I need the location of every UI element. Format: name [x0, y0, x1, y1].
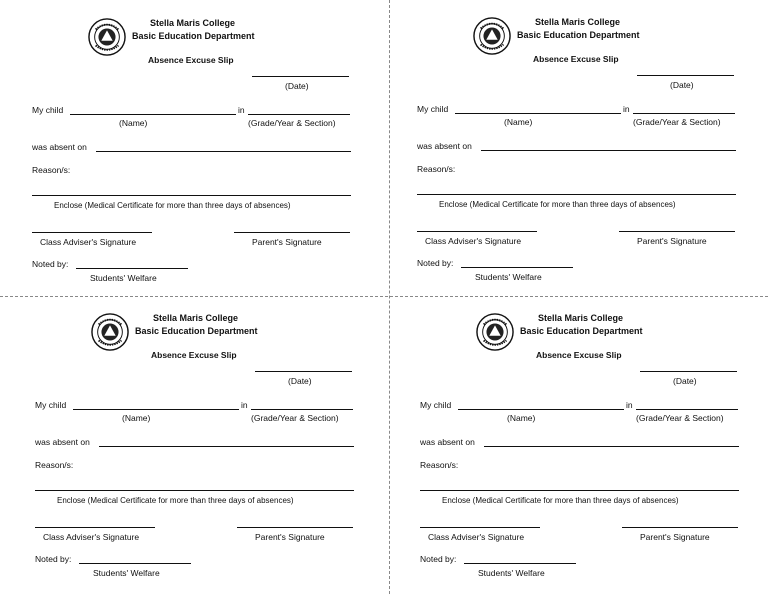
college-seal-icon [476, 313, 514, 351]
parent-signature-label: Parent's Signature [637, 236, 707, 246]
college-seal-icon [88, 18, 126, 56]
absent-on-label: was absent on [35, 437, 90, 447]
department-name: Basic Education Department [517, 30, 640, 40]
parent-signature-label: Parent's Signature [255, 532, 325, 542]
absent-on-label: was absent on [417, 141, 472, 151]
grade-line [248, 114, 350, 115]
slip-title: Absence Excuse Slip [536, 350, 622, 360]
slip-title: Absence Excuse Slip [148, 55, 234, 65]
absent-on-label: was absent on [420, 437, 475, 447]
noted-by-line [464, 563, 576, 564]
noted-by-label: Noted by: [420, 554, 457, 564]
grade-label: (Grade/Year & Section) [636, 413, 724, 423]
date-label: (Date) [285, 81, 309, 91]
students-welfare-label: Students' Welfare [475, 272, 542, 282]
noted-by-label: Noted by: [35, 554, 72, 564]
adviser-signature-label: Class Adviser's Signature [40, 237, 137, 247]
slip-bottom-left [35, 301, 365, 591]
reason-label: Reason/s: [417, 164, 456, 174]
date-line [255, 371, 352, 372]
parent-signature-line [619, 231, 735, 232]
reason-label: Reason/s: [420, 460, 459, 470]
noted-by-label: Noted by: [417, 258, 454, 268]
noted-by-line [76, 268, 188, 269]
school-name: Stella Maris College [150, 18, 236, 28]
slip-title: Absence Excuse Slip [151, 350, 237, 360]
name-line [458, 409, 624, 410]
grade-line [633, 113, 735, 114]
in-label: in [626, 400, 633, 410]
horizontal-cut-line [0, 296, 768, 297]
slip-title: Absence Excuse Slip [533, 54, 619, 64]
slip-top-left [32, 6, 362, 296]
grade-label: (Grade/Year & Section) [248, 118, 336, 128]
reason-label: Reason/s: [32, 165, 71, 175]
parent-signature-line [234, 232, 350, 233]
adviser-signature-label: Class Adviser's Signature [428, 532, 525, 542]
date-line [252, 76, 349, 77]
grade-label: (Grade/Year & Section) [251, 413, 339, 423]
name-line [70, 114, 236, 115]
date-label: (Date) [288, 376, 312, 386]
college-seal-icon [91, 313, 129, 351]
college-seal-icon [473, 17, 511, 55]
vertical-cut-line [389, 0, 390, 594]
my-child-label: My child [32, 105, 64, 115]
name-label: (Name) [507, 413, 536, 423]
students-welfare-label: Students' Welfare [478, 568, 545, 578]
name-line [455, 113, 621, 114]
in-label: in [623, 104, 630, 114]
name-line [73, 409, 239, 410]
noted-by-label: Noted by: [32, 259, 69, 269]
parent-signature-label: Parent's Signature [640, 532, 710, 542]
reason-line [35, 490, 354, 491]
absent-date-line [481, 150, 736, 151]
department-name: Basic Education Department [520, 326, 643, 336]
adviser-signature-line [417, 231, 537, 232]
enclose-note: Enclose (Medical Certificate for more than three days of absences) [442, 496, 679, 505]
grade-line [636, 409, 738, 410]
school-name: Stella Maris College [538, 313, 624, 323]
school-name: Stella Maris College [153, 313, 239, 323]
reason-line [420, 490, 739, 491]
noted-by-line [461, 267, 573, 268]
my-child-label: My child [420, 400, 452, 410]
enclose-note: Enclose (Medical Certificate for more than three days of absences) [439, 200, 676, 209]
my-child-label: My child [35, 400, 67, 410]
grade-label: (Grade/Year & Section) [633, 117, 721, 127]
date-line [640, 371, 737, 372]
students-welfare-label: Students' Welfare [90, 273, 157, 283]
department-name: Basic Education Department [135, 326, 258, 336]
department-name: Basic Education Department [132, 31, 255, 41]
adviser-signature-label: Class Adviser's Signature [43, 532, 140, 542]
date-line [637, 75, 734, 76]
school-name: Stella Maris College [535, 17, 621, 27]
absent-date-line [484, 446, 739, 447]
name-label: (Name) [504, 117, 533, 127]
absent-date-line [96, 151, 351, 152]
adviser-signature-line [420, 527, 540, 528]
adviser-signature-line [32, 232, 152, 233]
students-welfare-label: Students' Welfare [93, 568, 160, 578]
reason-line [417, 194, 736, 195]
in-label: in [238, 105, 245, 115]
reason-label: Reason/s: [35, 460, 74, 470]
in-label: in [241, 400, 248, 410]
name-label: (Name) [119, 118, 148, 128]
slip-top-right [417, 5, 747, 295]
absent-date-line [99, 446, 354, 447]
parent-signature-line [237, 527, 353, 528]
grade-line [251, 409, 353, 410]
adviser-signature-label: Class Adviser's Signature [425, 236, 522, 246]
date-label: (Date) [670, 80, 694, 90]
my-child-label: My child [417, 104, 449, 114]
date-label: (Date) [673, 376, 697, 386]
absent-on-label: was absent on [32, 142, 87, 152]
parent-signature-line [622, 527, 738, 528]
parent-signature-label: Parent's Signature [252, 237, 322, 247]
enclose-note: Enclose (Medical Certificate for more than three days of absences) [57, 496, 294, 505]
noted-by-line [79, 563, 191, 564]
reason-line [32, 195, 351, 196]
name-label: (Name) [122, 413, 151, 423]
slip-bottom-right [420, 301, 750, 591]
enclose-note: Enclose (Medical Certificate for more than three days of absences) [54, 201, 291, 210]
adviser-signature-line [35, 527, 155, 528]
